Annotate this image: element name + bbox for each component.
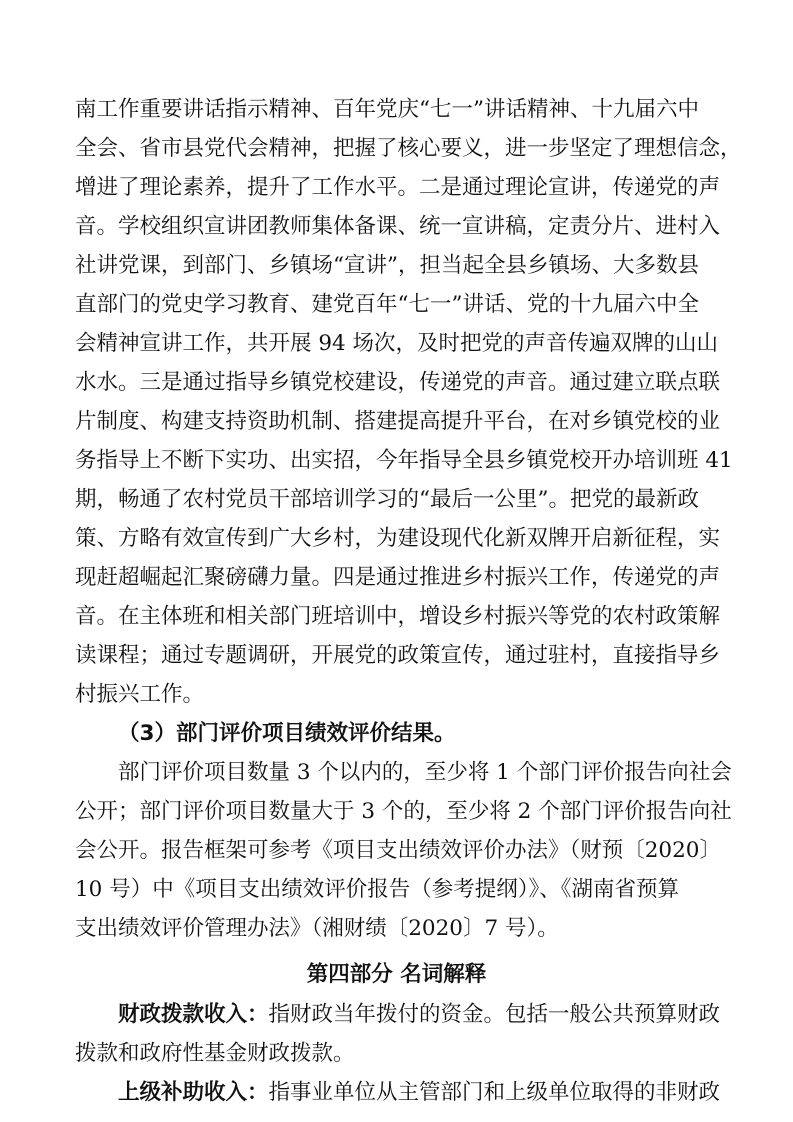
body-line: 读课程；通过专题调研，开展党的政策宣传，通过驻村，直接指导乡	[75, 643, 721, 668]
body-line: 会精神宣讲工作，共开展 94 场次，及时把党的声音传遍双牌的山山	[75, 331, 719, 356]
body-line: 片制度、构建支持资助机制、搭建提高提升平台，在对乡镇党校的业	[75, 409, 721, 434]
body-line: 水水。三是通过指导乡镇党校建设，传递党的声音。通过建立联点联	[75, 370, 721, 395]
term-label: 财政拨款收入：	[118, 1002, 269, 1027]
body-line: 全会、省市县党代会精神，把握了核心要义，进一步坚定了理想信念，	[75, 136, 742, 161]
body-line: 增进了理论素养，提升了工作水平。二是通过理论宣讲，传递党的声	[75, 175, 721, 200]
body-line: 音。在主体班和相关部门班培训中，增设乡村振兴等党的农村政策解	[75, 604, 721, 629]
part-title: 第四部分 名词解释	[306, 962, 487, 987]
section-paragraph-line: 支出绩效评价管理办法》（湘财绩〔2020〕7 号）。	[75, 916, 559, 941]
body-line: 社讲党课，到部门、乡镇场“宣讲”，担当起全县乡镇场、大多数县	[75, 253, 699, 278]
term-definition	[118, 1078, 720, 1108]
body-line: 现赶超崛起汇聚磅礴力量。四是通过推进乡村振兴工作，传递党的声	[75, 565, 721, 590]
term-definition-continued: 拨款和政府性基金财政拨款。	[75, 1041, 355, 1066]
term-definition	[118, 1000, 720, 1030]
body-line: 音。学校组织宣讲团教师集体备课、统一宣讲稿，定责分片、进村入	[75, 214, 721, 239]
body-line: 直部门的党史学习教育、建党百年“七一”讲话、党的十九届六中全	[75, 292, 699, 317]
body-line: 南工作重要讲话指示精神、百年党庆“七一”讲话精神、十九届六中	[75, 97, 699, 122]
body-line: 务指导上不断下实功、出实招，今年指导全县乡镇党校开办培训班 41	[75, 448, 733, 473]
body-line: 期，畅通了农村党员干部培训学习的“最后一公里”。把党的最新政	[75, 487, 699, 512]
section-paragraph-line: 部门评价项目数量 3 个以内的，至少将 1 个部门评价报告向社会	[118, 760, 732, 785]
term-label: 上级补助收入：	[118, 1080, 269, 1105]
section-paragraph-line: 会公开。报告框架可参考《项目支出绩效评价办法》（财预〔2020〕	[75, 838, 721, 863]
section-heading: （3）部门评价项目绩效评价结果。	[118, 721, 456, 746]
body-line: 策、方略有效宣传到广大乡村，为建设现代化新双牌开启新征程，实	[75, 526, 721, 551]
section-paragraph-line: 公开；部门评价项目数量大于 3 个的，至少将 2 个部门评价报告向社	[75, 799, 732, 824]
section-paragraph-line: 10 号）中《项目支出绩效评价报告（参考提纲）》、《湖南省预算	[75, 877, 679, 902]
term-text: 指财政当年拨付的资金。包括一般公共预算财政	[268, 1002, 721, 1027]
term-text: 指事业单位从主管部门和上级单位取得的非财政	[268, 1080, 721, 1105]
body-line: 村振兴工作。	[75, 682, 205, 707]
